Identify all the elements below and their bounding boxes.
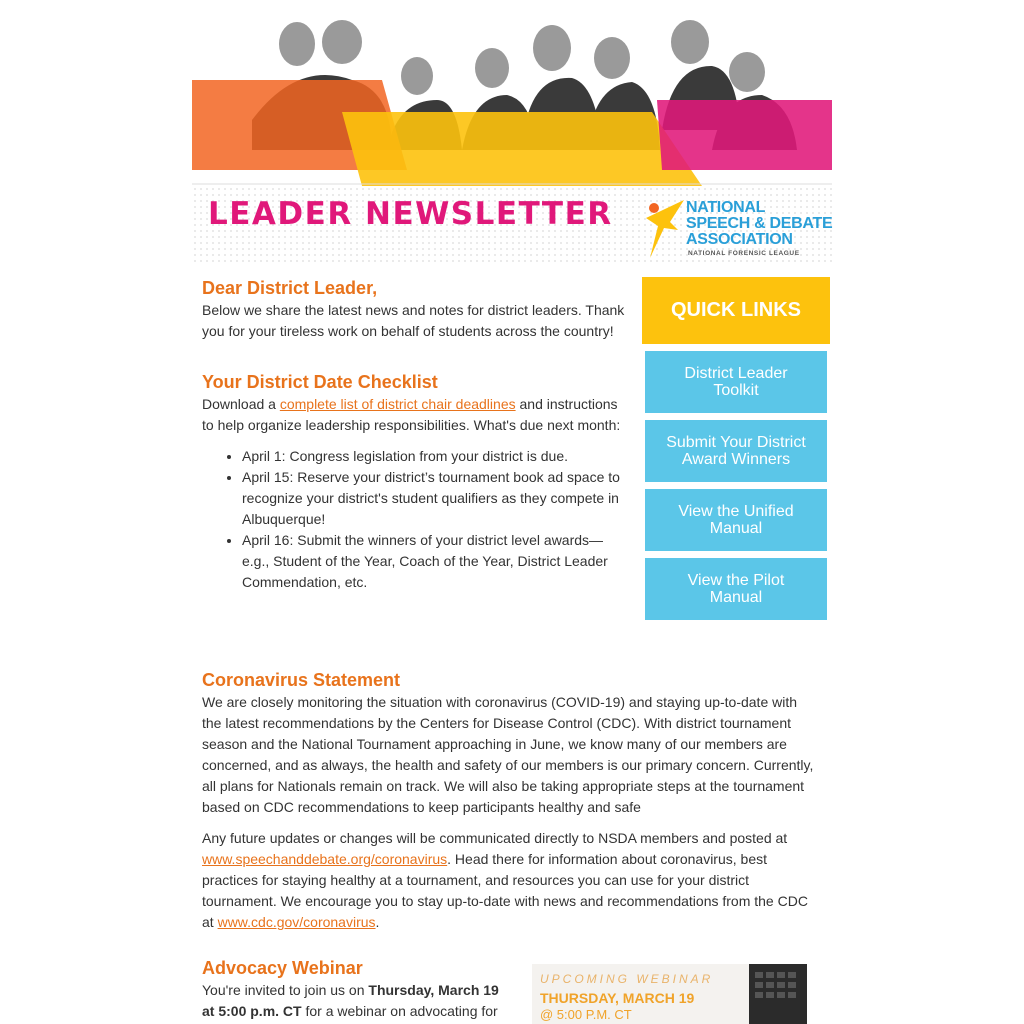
webinar-heading: Advocacy Webinar	[202, 958, 363, 978]
unified-manual-button[interactable]	[645, 489, 827, 551]
webinar-section	[202, 956, 512, 1022]
paragraph-text: .	[375, 914, 380, 930]
button-label: Submit Your District Award Winners	[666, 434, 806, 468]
nsda-coronavirus-link[interactable]: www.speechanddebate.org/coronavirus	[202, 851, 448, 867]
newsletter-title: LEADER NEWSLETTER	[208, 196, 613, 232]
hero-banner	[192, 0, 832, 186]
masthead	[192, 186, 832, 266]
logo-text-line2: SPEECH & DEBATE	[686, 215, 833, 232]
button-label: View the Unified Manual	[678, 503, 794, 537]
intro-text: Below we share the latest news and notes for district leaders. Thank you for your tireless work on behalf of students across the country!	[202, 302, 625, 339]
district-leader-toolkit-button[interactable]	[645, 351, 827, 413]
list-item: • April 16: Submit the winners of your district level awards—e.g., Student of the Year, Coach of the Year, District Leader Commendation, etc.	[242, 530, 627, 593]
hero-illustration	[192, 0, 832, 186]
coronavirus-section	[202, 668, 814, 933]
list-item: • April 15: Reserve your district’s tournament book ad space to recognize your district's student qualifiers as they compete in Albuquerque!	[242, 467, 627, 530]
main-column	[202, 276, 627, 593]
coronavirus-heading: Coronavirus Statement	[202, 670, 401, 690]
pilot-manual-button[interactable]	[645, 558, 827, 620]
checklist-list	[202, 446, 627, 593]
checklist-text	[202, 394, 627, 436]
logo-text-line1: NATIONAL	[686, 199, 766, 216]
list-item: • April 1: Congress legislation from your district is due.	[242, 446, 627, 467]
cdc-coronavirus-link[interactable]: www.cdc.gov/coronavirus	[217, 914, 376, 930]
logo-text-line3: ASSOCIATION	[686, 231, 793, 248]
district-deadlines-link[interactable]: complete list of district chair deadlines	[279, 396, 516, 412]
newsletter	[192, 0, 832, 1024]
webinar-image-time: @ 5:00 P.M. CT	[540, 1007, 632, 1022]
nsda-logo[interactable]	[644, 190, 833, 262]
webinar-image-date: THURSDAY, MARCH 19	[540, 990, 695, 1006]
button-label: View the Pilot Manual	[687, 572, 785, 606]
laptop-icon	[737, 964, 807, 1024]
checklist-heading: Your District Date Checklist	[202, 372, 438, 392]
star-figure-icon	[644, 192, 688, 262]
quick-links-heading: QUICK LINKS	[642, 277, 830, 344]
webinar-date: Thursday, March 19 at 5:00 p.m. CT	[202, 982, 499, 1019]
quick-links-sidebar	[642, 277, 830, 620]
button-label: District Leader Toolkit	[684, 365, 788, 399]
checklist-text-start: Download a	[202, 396, 280, 412]
paragraph-text: . Head there for information about coronavirus, best practices for staying healthy at a tournament, and resources you can use for your district tournament. We encourage you to stay up-to-date with news and recommendations from the CDC at	[202, 851, 808, 930]
greeting: Dear District Leader,	[202, 278, 378, 298]
webinar-image-label: UPCOMING WEBINAR	[540, 972, 714, 986]
webinar-text	[202, 980, 512, 1022]
paragraph-text: You're invited to join us on	[202, 982, 369, 998]
coronavirus-paragraph-2	[202, 828, 814, 933]
webinar-image[interactable]	[532, 964, 807, 1024]
logo-subtitle: NATIONAL FORENSIC LEAGUE	[688, 250, 800, 257]
checklist-text-end: and instructions to help organize leadership responsibilities. What's due next month:	[202, 396, 621, 433]
coronavirus-paragraph-1: We are closely monitoring the situation with coronavirus (COVID-19) and staying up-to-date with the latest recommendations by the Centers for Disease Control (CDC). With district tournament season and the National Tournament approaching in June, we know many of our members are concerned, and as always, the health and safety of our members is our primary concern. Currently, all plans for Nationals remain on track. We will also be taking appropriate steps at the tournament based on CDC recommendations to keep participants healthy and safe	[202, 694, 814, 815]
paragraph-text: Any future updates or changes will be communicated directly to NSDA members and posted at	[202, 830, 788, 846]
paragraph-text: for a webinar on advocating for	[301, 1003, 498, 1019]
submit-award-winners-button[interactable]	[645, 420, 827, 482]
